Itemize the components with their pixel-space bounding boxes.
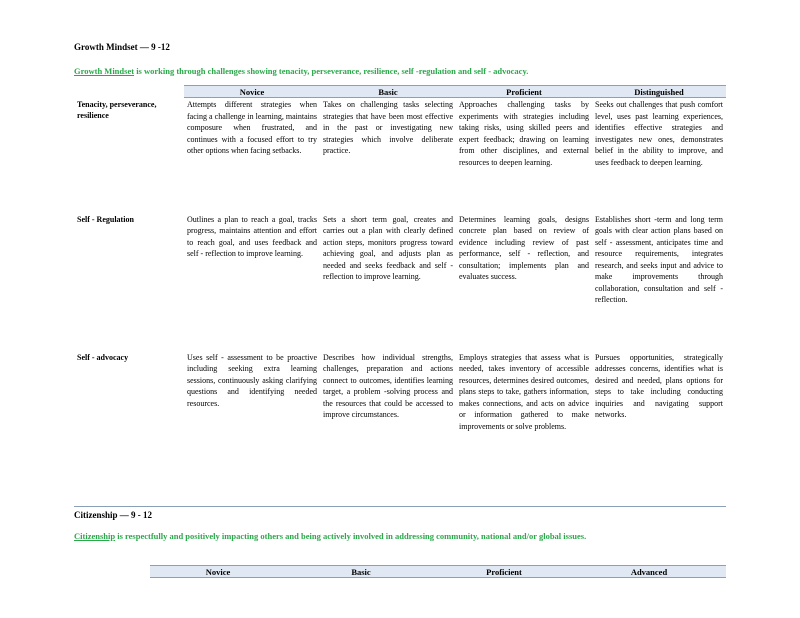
section-title-growth-mindset: Growth Mindset — 9 -12 <box>74 42 170 52</box>
cell-regulation-novice: Outlines a plan to reach a goal, tracks progress, maintains attention and effort to reach goal, and uses feedback and self - reflection to improve learning. <box>187 214 317 258</box>
cell-advocacy-basic: Describes how individual strengths, challenges, preparation and actions connect to outcomes, identifies learning target, a problem -solving process and the resources that could be accessed to improve circumstances. <box>323 352 453 419</box>
header-advanced: Advanced <box>572 566 726 578</box>
rubric-header-row <box>150 566 726 578</box>
cell-tenacity-distinguished: Seeks out challenges that push comfort level, uses past learning experiences, identifies effective strategies and investigates new ones, demonstrates belief in the ability to improve, and uses feedback to deepen learning. <box>595 100 723 167</box>
row-label-self-regulation: Self - Regulation <box>77 214 134 224</box>
cell-advocacy-distinguished: Pursues opportunities, strategically addresses concerns, identifies what is desired and needed, plans options for steps to take including conducting inquiries and navigating support networks. <box>595 352 723 419</box>
section-divider <box>74 506 726 507</box>
header-basic: Basic <box>286 566 436 578</box>
cell-advocacy-proficient: Employs strategies that assess what is needed, takes inventory of accessible resources, determines desired outcomes, plans steps to take, gathers information, makes connections, and acts on advice or information gathered to make improvements or solve problems. <box>459 352 589 431</box>
header-basic: Basic <box>320 86 456 98</box>
header-novice: Novice <box>184 86 320 98</box>
cell-advocacy-novice: Uses self - assessment to be proactive including seeking extra learning sessions, continuously asking clarifying questions and identifying needed resources. <box>187 352 317 408</box>
row-label-tenacity: Tenacity, perseverance, resilience <box>77 99 157 120</box>
growth-mindset-rubric-table <box>74 85 726 503</box>
cell-tenacity-novice: Attempts different strategies when facing a challenge in learning, maintains composure when frustrated, and continues with a focused effort to try other options when facing setbacks. <box>187 100 317 155</box>
citizenship-definition <box>74 530 726 542</box>
citizenship-rubric-table <box>150 565 726 578</box>
table-row <box>74 351 726 503</box>
cell-tenacity-proficient: Approaches challenging tasks by experiments with strategies including taking risks, using skilled peers and expert feedback; drawing on learning from other disciplines, and external resources to deepen learning. <box>459 100 589 167</box>
header-proficient: Proficient <box>436 566 572 578</box>
rubric-header-row <box>74 86 726 98</box>
section-title-citizenship: Citizenship — 9 - 12 <box>74 510 153 520</box>
header-novice: Novice <box>150 566 286 578</box>
cell-regulation-proficient: Determines learning goals, designs concrete plan based on review of evidence including review of past performance, self - reflection, and consultation; implements plan and evaluates success. <box>459 214 589 281</box>
cell-regulation-basic: Sets a short term goal, creates and carries out a plan with clearly defined action steps, monitors progress toward achieving goal, and adjusts plan as needed and seeks feedback and self -reflection to improve learning. <box>323 214 453 281</box>
header-blank <box>74 86 184 98</box>
table-row <box>74 213 726 351</box>
definition-text: is respectfully and positively impacting others and being actively involved in addressing community, national and/or global issues. <box>115 531 587 541</box>
cell-tenacity-basic: Takes on challenging tasks selecting strategies that have been most effective in the past or investigating new strategies which involve deliberate practice. <box>323 100 453 155</box>
row-label-self-advocacy: Self - advocacy <box>77 352 129 362</box>
header-distinguished: Distinguished <box>592 86 726 98</box>
growth-mindset-definition <box>74 66 724 76</box>
header-proficient: Proficient <box>456 86 592 98</box>
definition-term: Citizenship <box>74 531 116 541</box>
cell-regulation-distinguished: Establishes short -term and long term goals with clear action plans based on self - assessment, anticipates time and resource requirements, integrates research, and seeks input and advice to make improvements through collaboration, consultation and self - reflection. <box>595 214 723 304</box>
definition-text: is working through challenges showing tenacity, perseverance, resilience, self -regulation and self - advocacy. <box>134 66 529 76</box>
table-row <box>74 98 726 213</box>
definition-term: Growth Mindset <box>74 66 135 76</box>
